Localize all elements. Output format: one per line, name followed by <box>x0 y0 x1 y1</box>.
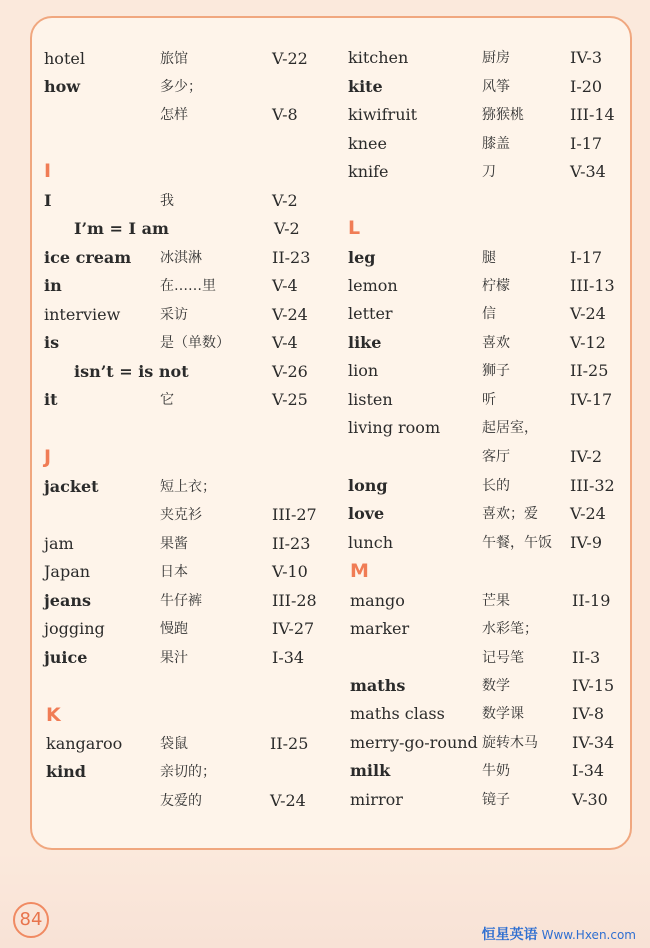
entry-word: kitchen <box>348 48 409 67</box>
entry-meaning: 冰淇淋 <box>160 250 202 266</box>
entry-ref: V-12 <box>570 333 606 352</box>
entry-word: interview <box>44 305 121 324</box>
entry-meaning: 牛仔裤 <box>160 593 202 609</box>
entry-ref: IV-8 <box>572 704 604 723</box>
entry-ref: IV-15 <box>572 676 615 695</box>
entry-word: lemon <box>348 276 398 295</box>
entry-ref: V-30 <box>572 790 608 809</box>
entry-ref: V-2 <box>272 191 298 210</box>
entry-meaning: 果酱 <box>160 536 188 552</box>
section-letter-i: I <box>44 160 52 182</box>
entry-word: I’m = I am <box>74 219 169 238</box>
entry-ref: III-32 <box>570 476 615 495</box>
entry-ref: IV-34 <box>572 733 615 752</box>
entry-meaning: 采访 <box>160 307 188 323</box>
entry-meaning: 风筝 <box>482 79 510 95</box>
entry-meaning: 数学 <box>482 678 510 694</box>
entry-word: knee <box>348 134 387 153</box>
entry-ref: IV-9 <box>570 533 602 552</box>
entry-word: lion <box>348 361 379 380</box>
entry-meaning: 夹克衫 <box>160 507 202 523</box>
entry-word: maths <box>350 676 406 695</box>
entry-word: is <box>44 333 60 352</box>
entry-ref: I-17 <box>570 134 603 153</box>
entry-ref: IV-17 <box>570 390 613 409</box>
entry-word: mango <box>350 591 405 610</box>
entry-word: long <box>348 476 388 495</box>
entry-word: milk <box>350 761 391 780</box>
entry-meaning: 猕猴桃 <box>482 107 524 123</box>
entry-ref: II-25 <box>570 361 609 380</box>
entry-meaning: 刀 <box>482 164 496 180</box>
entry-ref: I-34 <box>272 648 305 667</box>
entry-meaning: 镜子 <box>482 792 510 808</box>
entry-word: kite <box>348 77 383 96</box>
entry-word: living room <box>348 418 441 437</box>
entry-meaning: 我 <box>160 193 174 209</box>
entry-word: merry-go-round <box>350 733 478 752</box>
entry-meaning: 客厅 <box>482 449 510 465</box>
entry-word: mirror <box>350 790 403 809</box>
entry-word: hotel <box>44 49 85 68</box>
page-number: 84 <box>13 902 49 938</box>
entry-ref: V-26 <box>272 362 308 381</box>
entry-meaning: 腿 <box>482 250 496 266</box>
entry-meaning: 狮子 <box>482 363 510 379</box>
entry-ref: V-8 <box>272 105 298 124</box>
entry-meaning: 柠檬 <box>482 278 510 294</box>
entry-word: maths class <box>350 704 445 723</box>
entry-meaning: 袋鼠 <box>160 736 188 752</box>
entry-meaning: 在……里 <box>160 278 216 294</box>
entry-ref: III-27 <box>272 505 317 524</box>
section-letter-j: J <box>44 446 52 468</box>
brand-watermark <box>482 924 636 944</box>
section-letter-k: K <box>46 704 61 726</box>
entry-word: letter <box>348 304 393 323</box>
brand-name: 恒星英语 <box>481 927 538 943</box>
entry-word: leg <box>348 248 376 267</box>
entry-meaning: 它 <box>160 392 174 408</box>
entry-meaning: 芒果 <box>482 593 510 609</box>
entry-meaning: 怎样 <box>160 107 188 123</box>
entry-meaning: 亲切的； <box>160 764 216 780</box>
entry-ref: V-25 <box>272 390 308 409</box>
entry-word: jeans <box>44 591 91 610</box>
entry-ref: V-24 <box>570 304 606 323</box>
entry-word: ice cream <box>44 248 132 267</box>
entry-word: in <box>44 276 62 295</box>
entry-meaning: 多少； <box>160 79 202 95</box>
entry-ref: II-3 <box>572 648 601 667</box>
entry-meaning: 喜欢 <box>482 335 510 351</box>
entry-meaning: 信 <box>482 306 496 322</box>
entry-meaning: 日本 <box>160 564 188 580</box>
entry-meaning: 听 <box>482 392 496 408</box>
entry-word: juice <box>44 648 88 667</box>
entry-word: jogging <box>44 619 105 638</box>
entry-word: kangaroo <box>46 734 123 753</box>
entry-ref: IV-2 <box>570 447 602 466</box>
entry-word: knife <box>348 162 389 181</box>
entry-word: marker <box>350 619 410 638</box>
entry-meaning: 起居室， <box>482 420 538 436</box>
entry-word: Japan <box>44 562 91 581</box>
entry-word: it <box>44 390 58 409</box>
entry-word: kiwifruit <box>348 105 418 124</box>
brand-url: Www.Hxen.com <box>541 928 636 942</box>
entry-meaning: 慢跑 <box>160 621 188 637</box>
entry-word: lunch <box>348 533 393 552</box>
entry-meaning: 友爱的 <box>160 793 202 809</box>
entry-meaning: 长的 <box>482 478 510 494</box>
entry-ref: V-4 <box>272 333 298 352</box>
entry-ref: III-13 <box>570 276 615 295</box>
entry-word: jam <box>44 534 74 553</box>
entry-meaning: 牛奶 <box>482 763 510 779</box>
entry-ref: V-34 <box>570 162 606 181</box>
entry-meaning: 喜欢；爱 <box>482 506 538 522</box>
entry-meaning: 数学课 <box>482 706 524 722</box>
entry-meaning: 水彩笔； <box>482 621 538 637</box>
entry-ref: I-20 <box>570 77 603 96</box>
entry-ref: II-19 <box>572 591 611 610</box>
entry-ref: II-23 <box>272 248 311 267</box>
entry-meaning: 果汁 <box>160 650 188 666</box>
section-letter-l: L <box>348 217 361 239</box>
entry-ref: III-28 <box>272 591 317 610</box>
entry-ref: V-24 <box>270 791 306 810</box>
entry-word: isn’t = is not <box>74 362 189 381</box>
section-letter-m: M <box>350 560 369 582</box>
entry-word: how <box>44 77 81 96</box>
entry-meaning: 旋转木马 <box>482 735 538 751</box>
entry-meaning: 是（单数） <box>160 335 230 351</box>
entry-ref: I-34 <box>572 761 605 780</box>
entry-ref: IV-27 <box>272 619 315 638</box>
entry-ref: II-23 <box>272 534 311 553</box>
entry-ref: V-10 <box>272 562 308 581</box>
entry-word: kind <box>46 762 86 781</box>
entry-ref: I-17 <box>570 248 603 267</box>
entry-meaning: 午餐，午饭 <box>482 535 552 551</box>
entry-ref: V-24 <box>272 305 308 324</box>
entry-word: listen <box>348 390 393 409</box>
entry-word: I <box>44 191 52 210</box>
entry-ref: II-25 <box>270 734 309 753</box>
entry-ref: V-2 <box>274 219 300 238</box>
entry-ref: V-24 <box>570 504 606 523</box>
entry-word: love <box>348 504 385 523</box>
entry-word: jacket <box>44 477 99 496</box>
entry-meaning: 记号笔 <box>482 650 524 666</box>
entry-ref: V-22 <box>272 49 308 68</box>
entry-meaning: 旅馆 <box>160 51 188 67</box>
entry-ref: IV-3 <box>570 48 602 67</box>
entry-ref: III-14 <box>570 105 615 124</box>
entry-meaning: 短上衣； <box>160 479 216 495</box>
entry-meaning: 厨房 <box>482 50 510 66</box>
entry-ref: V-4 <box>272 276 298 295</box>
entry-meaning: 膝盖 <box>482 136 510 152</box>
glossary-card <box>30 16 632 850</box>
entry-word: like <box>348 333 382 352</box>
